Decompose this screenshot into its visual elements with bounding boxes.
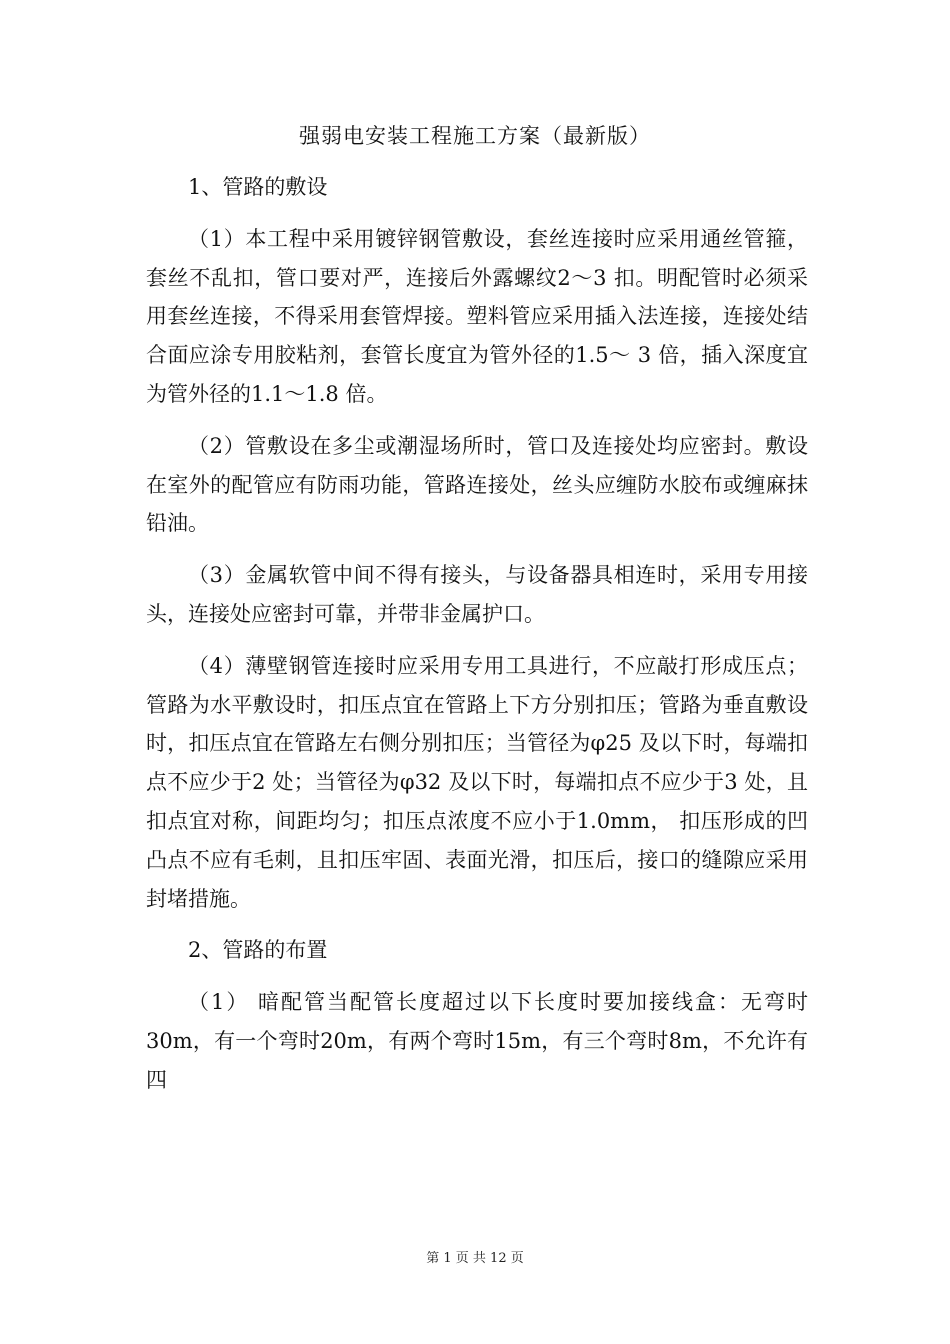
paragraph: （2）管敷设在多尘或潮湿场所时，管口及连接处均应密封。敷设在室外的配管应有防雨功能，管路连接处，丝头应缠防水胶布或缠麻抹铅油。 <box>146 433 808 536</box>
document-title: 强弱电安装工程施工方案（最新版） <box>299 124 651 148</box>
document-body <box>146 168 808 1100</box>
page-number-footer: 第 1 页 共 12 页 <box>426 1251 524 1266</box>
paragraph: （1） 暗配管当配管长度超过以下长度时要加接线盒：无弯时30m，有一个弯时20m，有两个弯时15m，有三个弯时8m，不允许有四 <box>146 990 808 1092</box>
section-heading-pipe-layout: 2、管路的布置 <box>188 938 328 963</box>
section-heading-pipe-laying: 1、管路的敷设 <box>188 175 328 199</box>
paragraph: （4）薄壁钢管连接时应采用专用工具进行，不应敲打形成压点；管路为水平敷设时，扣压点宜在管路上下方分别扣压；管路为垂直敷设时，扣压点宜在管路左右侧分别扣压；当管径为φ25 及以下时，每端扣点不应少于2 处；当管径为φ32 及以下时，每端扣点不应少于3 处，且扣点宜对称，间距均匀；扣压点浓度不应小于1.0mm， 扣压形成的凹凸点不应有毛刺，且扣压牢固、表面光滑，扣压后，接口的缝隙应采用封堵措施。 <box>146 653 808 911</box>
paragraph: （1）本工程中采用镀锌钢管敷设，套丝连接时应采用通丝管箍，套丝不乱扣，管口要对严，连接后外露螺纹2～3 扣。明配管时必须采用套丝连接，不得采用套管焊接。塑料管应采用插入法连接，连接处结合面应涂专用胶粘剂，套管长度宜为管外径的1.5～ 3 倍，插入深度宜为管外径的1.1～1.8 倍。 <box>146 226 808 406</box>
paragraph: （3）金属软管中间不得有接头，与设备器具相连时，采用专用接头，连接处应密封可靠，并带非金属护口。 <box>146 563 808 626</box>
